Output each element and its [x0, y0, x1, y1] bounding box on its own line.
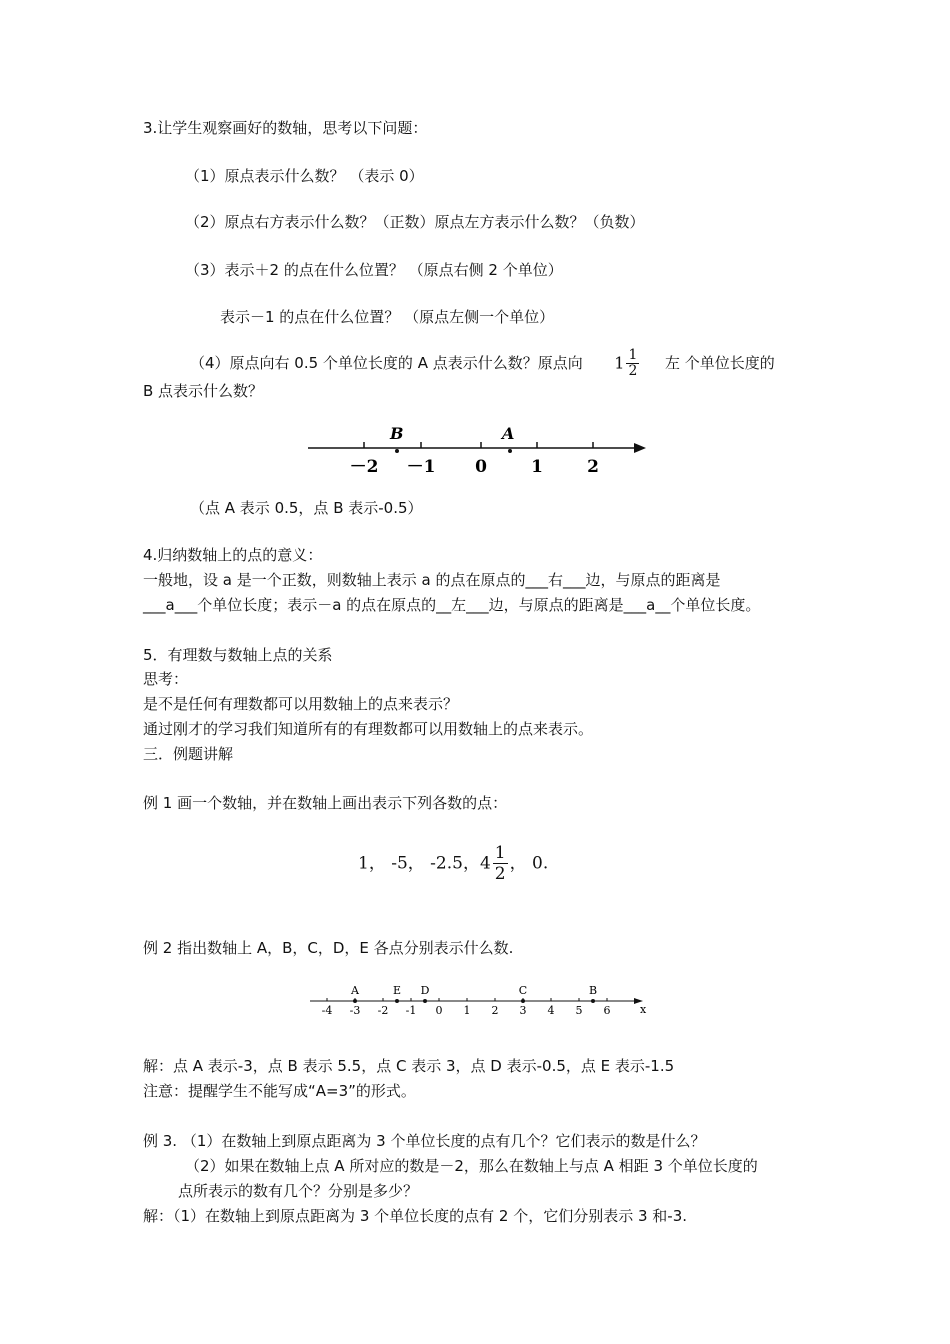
tick-label: 3 [519, 1004, 527, 1017]
tick-label: -4 [321, 1004, 333, 1017]
tick-label: -3 [349, 1004, 361, 1017]
example-3-q1: 例 3. （1）在数轴上到原点距离为 3 个单位长度的点有几个？它们表示的数是什么？ [143, 1132, 706, 1150]
point-label-d: D [420, 984, 430, 997]
number-line-1 [300, 420, 660, 480]
section-4-title: 4.归纳数轴上的点的意义： [143, 546, 323, 564]
question-3a: （3）表示＋2 的点在什么位置？ （原点右侧 2 个单位） [185, 261, 563, 279]
tick-label: 1 [463, 1004, 471, 1017]
point-label-a: A [351, 984, 359, 997]
tick-label: 2 [587, 457, 599, 477]
tick-label: 0 [475, 457, 487, 477]
examples-title: 三．例题讲解 [143, 745, 234, 763]
point-label-b: B [588, 984, 598, 997]
tick-label: －1 [406, 457, 436, 477]
question-4-text-cont: 左 个单位长度的 [664, 354, 775, 372]
example-3-q2b: 点所表示的数有几个？分别是多少？ [178, 1182, 419, 1200]
example-2-note: 注意：提醒学生不能写成“A=3”的形式。 [143, 1082, 416, 1100]
think-question: 是不是任何有理数都可以用数轴上的点来表示？ [143, 695, 459, 713]
example-3-solution: 解：（1）在数轴上到原点距离为 3 个单位长度的点有 2 个，它们分别表示 3 和-3. [143, 1207, 688, 1225]
question-4-text: （4）原点向右 0.5 个单位长度的 A 点表示什么数？原点向 [190, 354, 583, 372]
section-4-line2: ___a___个单位长度；表示－a 的点在原点的__左___边，与原点的距离是___a__个单位长度。 [143, 596, 761, 614]
fraction-half: $\frac{1}{2}$ [494, 843, 506, 884]
point-c-dot [521, 999, 525, 1003]
question-4-line1 [190, 346, 775, 381]
tick-label: 6 [603, 1004, 611, 1017]
point-b-dot [395, 449, 399, 453]
point-label-a: A [502, 424, 515, 443]
tick-label: 2 [491, 1004, 499, 1017]
section-5-title: 5．有理数与数轴上点的关系 [143, 646, 333, 664]
tick-label: -2 [377, 1004, 389, 1017]
mixed-number-whole: 1 [614, 353, 625, 373]
think-answer: 通过刚才的学习我们知道所有的有理数都可以用数轴上的点来表示。 [143, 720, 594, 738]
number-list-end: ， 0. [509, 853, 549, 874]
point-b-dot [591, 999, 595, 1003]
question-3b: 表示－1 的点在什么位置？ （原点左侧一个单位） [220, 308, 555, 326]
number-list: 1， -5， -2.5，4 [358, 853, 491, 874]
question-1: （1）原点表示什么数？ （表示 0） [185, 167, 424, 185]
tick-label: －2 [349, 457, 379, 477]
question-4-line2: B 点表示什么数？ [143, 382, 264, 400]
section-4-line1: 一般地，设 a 是一个正数，则数轴上表示 a 的点在原点的___右___边，与原点的距离是 [143, 571, 721, 589]
mixed-number-fraction: $\frac{1}{2}$ [628, 347, 638, 379]
tick-label: 5 [575, 1004, 583, 1017]
section-3-title: 3.让学生观察画好的数轴，思考以下问题： [143, 119, 428, 137]
point-d-dot [423, 999, 427, 1003]
example-1-text: 例 1 画一个数轴，并在数轴上画出表示下列各数的点： [143, 794, 508, 812]
number-line-2 [300, 978, 660, 1024]
question-2: （2）原点右方表示什么数？（正数）原点左方表示什么数？（负数） [185, 213, 645, 231]
example-2-solution: 解：点 A 表示-3，点 B 表示 5.5，点 C 表示 3，点 D 表示-0.5，点 E 表示-1.5 [143, 1057, 675, 1075]
example-3-q2a: （2）如果在数轴上点 A 所对应的数是－2，那么在数轴上与点 A 相距 3 个单位长度的 [185, 1157, 758, 1175]
example-2-text: 例 2 指出数轴上 A，B，C，D，E 各点分别表示什么数. [143, 939, 514, 957]
point-a-dot [353, 999, 357, 1003]
tick-label: 4 [547, 1004, 555, 1017]
tick-label: 1 [531, 457, 543, 477]
answer-line: （点 A 表示 0.5，点 B 表示-0.5） [190, 499, 423, 517]
axis-arrow [634, 443, 646, 453]
think-label: 思考： [143, 670, 189, 688]
example-1-numbers [358, 838, 548, 889]
point-label-c: C [518, 984, 528, 997]
tick-label: 0 [435, 1004, 443, 1017]
point-a-dot [508, 449, 512, 453]
point-e-dot [395, 999, 399, 1003]
tick-label: -1 [405, 1004, 417, 1017]
point-label-b: B [390, 424, 404, 443]
axis-x-label: x [640, 1003, 647, 1016]
point-label-e: E [392, 984, 402, 997]
